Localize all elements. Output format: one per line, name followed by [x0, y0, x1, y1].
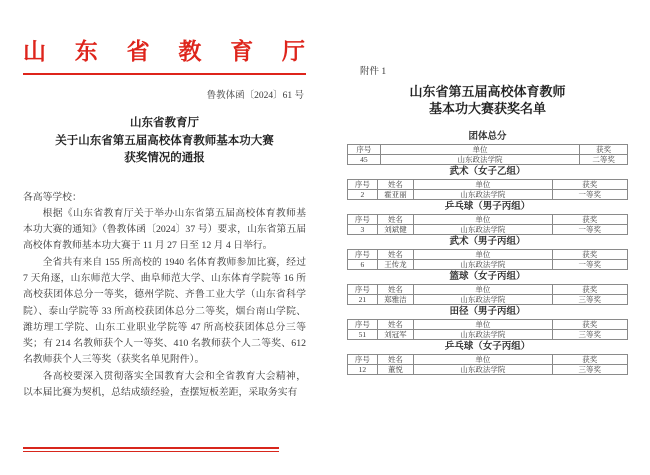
table-row: [348, 365, 628, 375]
col-header-award: 获奖: [552, 320, 627, 330]
document-title-line3: 获奖情况的通报: [124, 152, 205, 164]
table-header-row: [348, 215, 628, 225]
cell-award: 一等奖: [552, 260, 627, 270]
cell-name: 刘斌健: [377, 225, 413, 235]
col-header-no: 序号: [348, 180, 378, 190]
award-table: [347, 214, 628, 235]
award-table: [347, 284, 628, 305]
cell-unit: 山东政法学院: [414, 295, 552, 305]
cell-name: 王传龙: [377, 260, 413, 270]
col-header-unit: 单位: [414, 250, 552, 260]
col-header-name: 姓名: [377, 355, 413, 365]
cell-award: 三等奖: [552, 295, 627, 305]
col-header-no: 序号: [348, 215, 378, 225]
col-header-name: 姓名: [377, 180, 413, 190]
cell-name: 霍亚丽: [377, 190, 413, 200]
document-body: [23, 190, 306, 402]
table-header-row: [348, 250, 628, 260]
cell-award: 一等奖: [552, 225, 627, 235]
award-table: [347, 249, 628, 270]
section-athletics-men-c: [347, 306, 628, 340]
letterhead-rule: [23, 73, 306, 75]
attachment-title-line1: 山东省第五届高校体育教师: [409, 84, 566, 99]
col-header-award: 获奖: [580, 145, 628, 155]
col-header-award: 获奖: [552, 285, 627, 295]
cell-award: 三等奖: [552, 330, 627, 340]
section-tabletennis-men-c: [347, 201, 628, 235]
award-table: [347, 319, 628, 340]
award-sections: [347, 131, 628, 375]
cell-unit: 山东政法学院: [414, 260, 552, 270]
salutation: 各高等学校：: [23, 191, 82, 203]
document-title: [23, 115, 306, 168]
section-tabletennis-women-c: [347, 341, 628, 375]
col-header-name: 姓名: [377, 250, 413, 260]
cell-no: 51: [348, 330, 378, 340]
cell-unit: 山东政法学院: [414, 365, 552, 375]
table-row: [348, 155, 628, 165]
table-header-row: [348, 285, 628, 295]
section-team-total: [347, 131, 628, 165]
col-header-unit: 单位: [414, 320, 552, 330]
cell-no: 21: [348, 295, 378, 305]
award-table: [347, 144, 628, 165]
cell-award: 一等奖: [552, 190, 627, 200]
paragraph-3: 各高校要深入贯彻落实全国教育大会和全省教育大会精神，以本届比赛为契机，总结成绩经验，查摆短板差距，采取务实有: [23, 370, 306, 399]
col-header-unit: 单位: [380, 145, 580, 155]
cell-no: 6: [348, 260, 378, 270]
section-wushu-men-c: [347, 236, 628, 270]
award-table: [347, 354, 628, 375]
section-title: 乒乓球（女子丙组）: [444, 342, 531, 352]
section-title: 田径（男子丙组）: [449, 307, 526, 317]
section-basketball-women-c: [347, 271, 628, 305]
table-header-row: [348, 320, 628, 330]
document-title-line2: 关于山东省第五届高校体育教师基本功大赛: [55, 134, 274, 147]
document-number: 鲁教体函〔2024〕61 号: [206, 91, 304, 101]
table-header-row: [348, 145, 628, 155]
cell-no: 2: [348, 190, 378, 200]
col-header-no: 序号: [348, 355, 378, 365]
section-title: 武术（男子丙组）: [449, 237, 526, 247]
col-header-name: 姓名: [377, 285, 413, 295]
table-row: [348, 190, 628, 200]
section-title: 乒乓球（男子丙组）: [444, 202, 531, 212]
col-header-award: 获奖: [552, 250, 627, 260]
col-header-award: 获奖: [552, 355, 627, 365]
col-header-no: 序号: [348, 320, 378, 330]
cell-no: 3: [348, 225, 378, 235]
attachment-title-line2: 基本功大赛获奖名单: [428, 101, 546, 116]
right-page: [330, 0, 650, 437]
left-page: [0, 0, 330, 437]
cell-unit: 山东政法学院: [414, 190, 552, 200]
cell-award: 三等奖: [552, 365, 627, 375]
col-header-unit: 单位: [414, 355, 552, 365]
col-header-award: 获奖: [552, 180, 627, 190]
cell-no: 12: [348, 365, 378, 375]
cell-no: 45: [348, 155, 381, 165]
col-header-unit: 单位: [414, 285, 552, 295]
left-page-content: [23, 38, 306, 475]
cell-name: 刘冠军: [377, 330, 413, 340]
attachment-title: [347, 83, 628, 117]
col-header-unit: 单位: [414, 215, 552, 225]
paragraph-2: 全省共有来自 155 所高校的 1940 名体育教师参加比赛，经过 7 天角逐，山东师范大学、曲阜师范大学、山东体育学院等 16 所高校获团体总分一等奖，德州学院、齐鲁工业大学（山东省科学院）、泰山学院等 33 所高校获团体总分二等奖，烟台南山学院、潍坊理工学院、山东工业职业学院等 47 所高校获团体总分三等奖；有 214 名教师获个人一等奖、410 名教师获个人二等奖、612 名教师获个人三等奖（获奖名单见附件）。: [23, 256, 306, 366]
col-header-no: 序号: [348, 285, 378, 295]
document-title-line1: 山东省教育厅: [130, 117, 199, 129]
footer-rule: [23, 447, 279, 452]
col-header-award: 获奖: [552, 215, 627, 225]
col-header-no: 序号: [348, 145, 381, 155]
section-title: 武术（女子乙组）: [449, 167, 526, 177]
col-header-name: 姓名: [377, 320, 413, 330]
cell-name: 郑雅洁: [377, 295, 413, 305]
col-header-name: 姓名: [377, 215, 413, 225]
table-row: [348, 225, 628, 235]
table-header-row: [348, 355, 628, 365]
cell-unit: 山东政法学院: [380, 155, 580, 165]
table-row: [348, 260, 628, 270]
award-table: [347, 179, 628, 200]
cell-award: 二等奖: [580, 155, 628, 165]
cell-unit: 山东政法学院: [414, 330, 552, 340]
section-title: 篮球（女子丙组）: [449, 272, 526, 282]
cell-name: 董悦: [377, 365, 413, 375]
table-row: [348, 295, 628, 305]
agency-letterhead: 山 东 省 教 育 厅: [23, 39, 306, 64]
cell-unit: 山东政法学院: [414, 225, 552, 235]
col-header-no: 序号: [348, 250, 378, 260]
col-header-unit: 单位: [414, 180, 552, 190]
attachment-label: 附件 1: [360, 67, 387, 77]
section-title: 团体总分: [468, 132, 507, 142]
table-row: [348, 330, 628, 340]
table-header-row: [348, 180, 628, 190]
section-wushu-women-b: [347, 166, 628, 200]
paragraph-1: 根据《山东省教育厅关于举办山东省第五届高校体育教师基本功大赛的通知》（鲁教体函〔2024〕37 号）要求，山东省第五届高校体育教师基本功大赛于 11 月 27 日至 12 月 4 日举行。: [23, 207, 306, 252]
